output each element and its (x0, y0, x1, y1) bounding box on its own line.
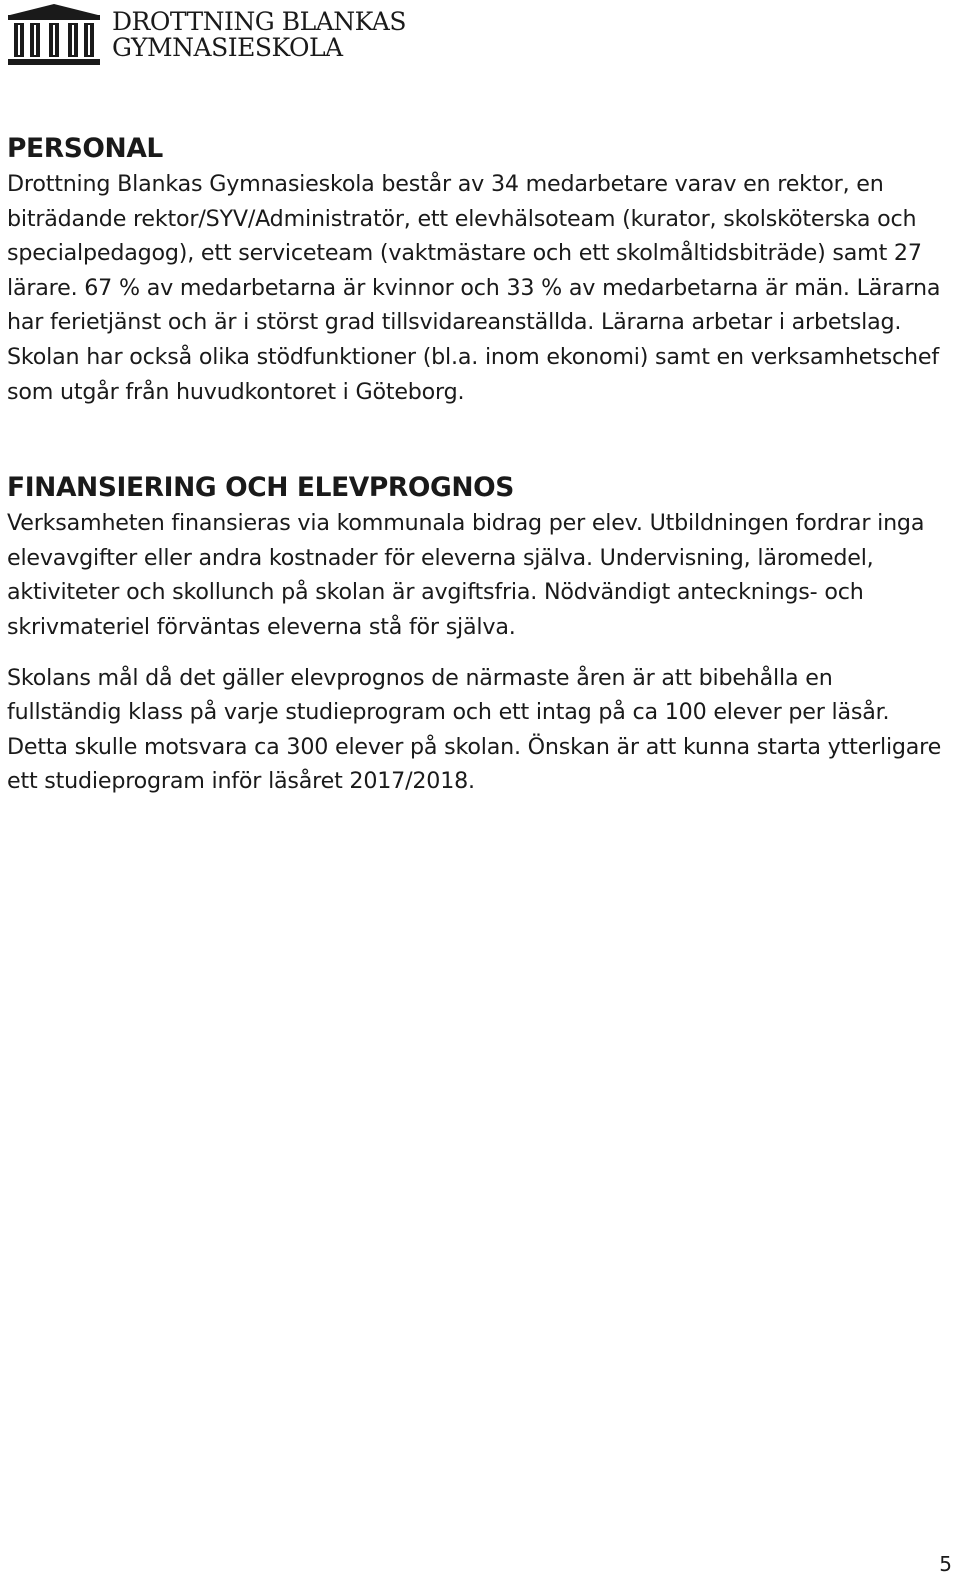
page-number: 5 (939, 1552, 952, 1576)
section-personal (7, 131, 952, 409)
heading-finansiering: FINANSIERING OCH ELEVPROGNOS (7, 472, 514, 504)
logo-wordmark (112, 9, 406, 61)
paragraph-elevprognos: Skolans mål då det gäller elevprognos de närmaste åren är att bibehålla en fullständig klass på varje studieprogram och ett intag på ca 100 elever per läsår. Detta skulle motsvara ca 300 elever på skolan. Önskan är att kunna starta ytterligare ett studieprogram inför läsåret 2017/2018. (7, 664, 942, 795)
section-finansiering (7, 470, 952, 799)
paragraph-personal: Drottning Blankas Gymnasieskola består av 34 medarbetare varav en rektor, en biträdande rektor/SYV/Administratör, ett elevhälsoteam (kurator, skolsköterska och specialpedagog), ett serviceteam (vaktmästare och ett skolmåltidsbiträde) samt 27 lärare. 67 % av medarbetarna är kvinnor och 33 % av medarbetarna är män. Lärarna har ferietjänst och är i störst grad tillsvidareanställda. Lärarna arbetar i arbetslag. Skolan har också olika stödfunktioner (bl.a. inom ekonomi) samt en verksamhetschef som utgår från huvudkontoret i Göteborg. (7, 171, 941, 405)
logo-line-school-type: GYMNASIESKOLA (112, 33, 343, 62)
school-logo (6, 2, 406, 68)
heading-personal: PERSONAL (7, 133, 163, 164)
paragraph-finansiering: Verksamheten finansieras via kommunala bidrag per elev. Utbildningen fordrar inga elevavgifter eller andra kostnader för eleverna själva. Undervisning, läromedel, aktiviteter och skollunch på skolan är avgiftsfria. Nödvändigt antecknings- och skrivmateriel förväntas eleverna stå för själva. (7, 510, 925, 640)
classical-columns-icon (6, 3, 102, 67)
logo-line-school-name: DROTTNING BLANKAS (112, 7, 406, 36)
document-body (7, 131, 952, 799)
